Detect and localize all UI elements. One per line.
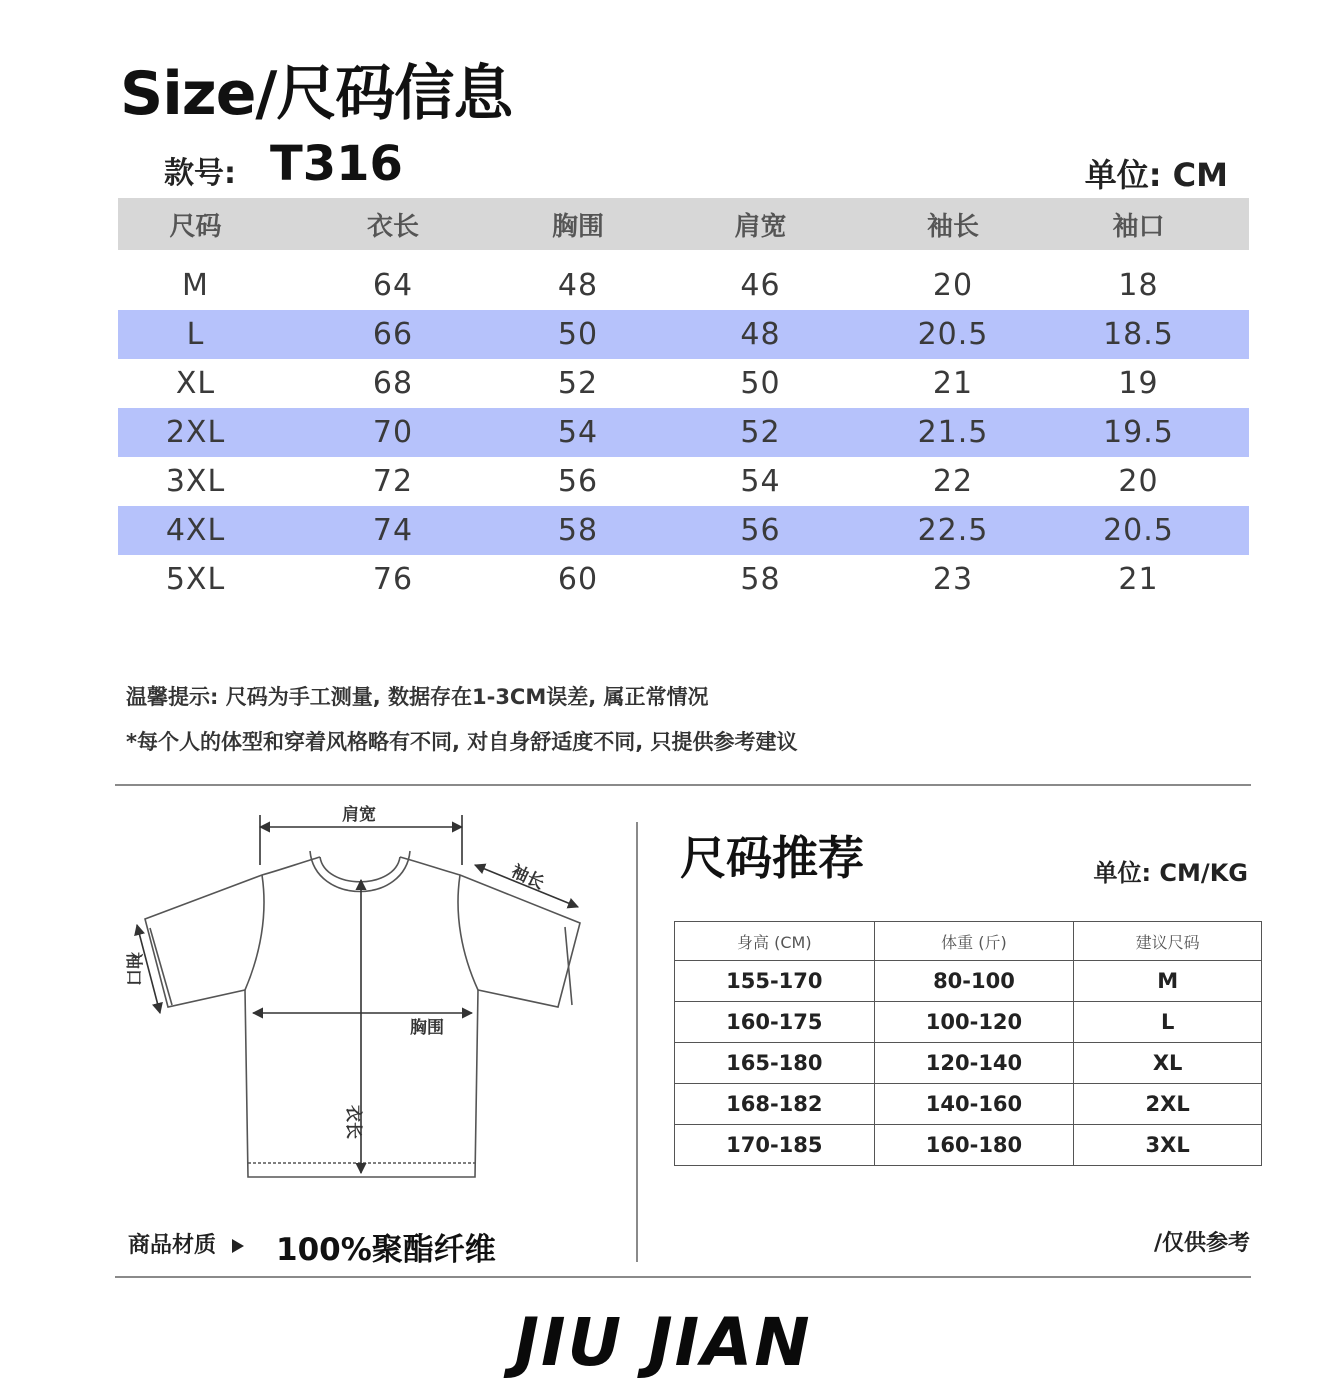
unit-label: 单位: CM	[1084, 156, 1228, 194]
material-label	[128, 1228, 244, 1259]
table-cell: XL	[175, 366, 216, 401]
table-row	[118, 261, 1249, 310]
recommend-header-row	[675, 922, 1262, 961]
table-cell: 54	[557, 415, 599, 450]
table-cell: 48	[740, 317, 781, 352]
brand-logo: JIU JIAN	[514, 1304, 812, 1381]
page-title: Size/尺码信息	[120, 59, 513, 129]
table-cell: 5XL	[165, 562, 226, 597]
table-cell: 58	[557, 513, 599, 548]
table-cell: 48	[557, 268, 599, 303]
label-cuff: 袖口	[123, 952, 143, 986]
label-chest: 胸围	[410, 1018, 444, 1038]
table-cell: 46	[740, 268, 781, 303]
table-cell: 19	[1118, 366, 1159, 401]
material-label-text: 商品材质	[128, 1233, 217, 1258]
table-cell: XL	[1074, 1043, 1262, 1084]
header-cell-length: 衣长	[366, 211, 419, 242]
table-cell: 3XL	[165, 464, 226, 499]
table-cell: 74	[372, 513, 414, 548]
table-cell: 50	[740, 366, 781, 401]
table-cell: 20	[1118, 464, 1159, 499]
table-cell: 2XL	[165, 415, 226, 450]
table-cell: 54	[740, 464, 781, 499]
material-value: 100%聚酯纤维	[276, 1232, 496, 1268]
table-cell: 22	[932, 464, 974, 499]
table-cell: 52	[740, 415, 781, 450]
divider-top	[115, 784, 1251, 786]
table-cell: 22.5	[917, 513, 989, 548]
table-cell: 70	[372, 415, 414, 450]
table-cell: 4XL	[165, 513, 226, 548]
table-row	[118, 457, 1249, 506]
table-cell: 18.5	[1103, 317, 1174, 352]
table-cell: 2XL	[1074, 1084, 1262, 1125]
table-cell: 140-160	[874, 1084, 1074, 1125]
table-cell: 19.5	[1103, 415, 1174, 450]
table-cell: 168-182	[675, 1084, 875, 1125]
label-shoulder: 肩宽	[342, 805, 376, 825]
table-row	[118, 555, 1249, 604]
recommend-title: 尺码推荐	[680, 831, 864, 885]
table-cell: 160-175	[675, 1002, 875, 1043]
header-cell-weight: 体重 (斤)	[874, 922, 1074, 961]
size-table	[118, 198, 1249, 604]
recommend-table	[674, 921, 1262, 1166]
table-cell: 165-180	[675, 1043, 875, 1084]
divider-vertical	[636, 822, 638, 1262]
table-cell: M	[1074, 961, 1262, 1002]
table-cell: L	[186, 317, 205, 352]
table-cell: 3XL	[1074, 1125, 1262, 1166]
label-sleeve-length: 袖长	[507, 861, 548, 894]
table-row	[118, 310, 1249, 359]
table-row	[675, 1084, 1262, 1125]
table-cell: 18	[1118, 268, 1159, 303]
table-cell: 21.5	[917, 415, 989, 450]
table-cell: 155-170	[675, 961, 875, 1002]
header-cell-suggested-size: 建议尺码	[1074, 922, 1262, 961]
table-cell: 80-100	[874, 961, 1074, 1002]
header-cell-sleeve: 袖长	[926, 211, 979, 242]
table-cell: 21	[1118, 562, 1159, 597]
model-number: T316	[270, 136, 403, 192]
table-cell: 20	[932, 268, 974, 303]
play-arrow-icon	[232, 1239, 244, 1253]
label-length: 衣长	[343, 1105, 363, 1139]
table-cell: 20.5	[917, 317, 989, 352]
table-cell: 120-140	[874, 1043, 1074, 1084]
tshirt-measurement-diagram	[110, 795, 600, 1190]
table-cell: 66	[372, 317, 414, 352]
header-cell-chest: 胸围	[551, 211, 604, 242]
table-row	[675, 961, 1262, 1002]
table-cell: 56	[740, 513, 781, 548]
table-row	[118, 359, 1249, 408]
table-row	[118, 408, 1249, 457]
table-row	[675, 1043, 1262, 1084]
note-disclaimer: *每个人的体型和穿着风格略有不同, 对自身舒适度不同, 只提供参考建议	[126, 730, 798, 754]
table-cell: 52	[557, 366, 599, 401]
table-cell: 100-120	[874, 1002, 1074, 1043]
table-cell: 58	[740, 562, 781, 597]
recommend-unit: 单位: CM/KG	[1093, 859, 1248, 887]
table-cell: 60	[557, 562, 599, 597]
table-cell: 72	[372, 464, 414, 499]
table-row	[118, 506, 1249, 555]
table-cell: 68	[372, 366, 414, 401]
model-label: 款号:	[164, 156, 236, 191]
divider-bottom	[115, 1276, 1251, 1278]
table-cell: 170-185	[675, 1125, 875, 1166]
table-cell: 23	[932, 562, 974, 597]
header-cell-cuff: 袖口	[1112, 211, 1165, 242]
table-cell: 160-180	[874, 1125, 1074, 1166]
table-cell: M	[182, 268, 209, 303]
table-row	[675, 1002, 1262, 1043]
table-cell: 21	[932, 366, 974, 401]
note-tip: 温馨提示: 尺码为手工测量, 数据存在1-3CM误差, 属正常情况	[126, 685, 709, 709]
table-cell: 64	[372, 268, 414, 303]
table-cell: 56	[557, 464, 599, 499]
table-row	[675, 1125, 1262, 1166]
table-cell: 50	[557, 317, 599, 352]
header-cell-height: 身高 (CM)	[675, 922, 875, 961]
size-table-header	[118, 198, 1249, 250]
header-cell-size: 尺码	[169, 211, 222, 242]
table-cell: 20.5	[1103, 513, 1174, 548]
table-cell: 76	[372, 562, 414, 597]
reference-note: /仅供参考	[1153, 1231, 1250, 1256]
table-cell: L	[1074, 1002, 1262, 1043]
header-cell-shoulder: 肩宽	[734, 211, 787, 242]
